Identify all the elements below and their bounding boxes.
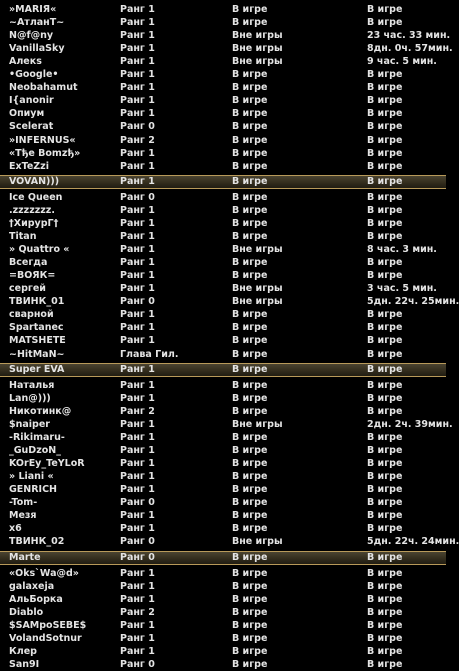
member-name: KOrEy_TeYLoR	[9, 458, 85, 469]
member-rank: Ранг 1	[120, 594, 155, 605]
member-name: » Quattro «	[9, 244, 70, 255]
member-rank: Ранг 1	[120, 176, 155, 187]
member-status: Вне игры	[232, 56, 283, 67]
member-status: В игре	[232, 581, 268, 592]
member-name: Клер	[9, 646, 37, 657]
member-last-seen: В игре	[367, 231, 403, 242]
member-name: »MARIЯ«	[9, 4, 57, 15]
member-status: В игре	[232, 607, 268, 618]
member-last-seen: В игре	[367, 581, 403, 592]
member-name: VOVAN)))	[9, 176, 60, 187]
member-last-seen: В игре	[367, 646, 403, 657]
member-row[interactable]	[0, 334, 446, 347]
member-row-selected[interactable]	[0, 175, 446, 189]
member-rank: Ранг 1	[120, 568, 155, 579]
member-name: Никотинк@	[9, 406, 72, 417]
member-last-seen: В игре	[367, 322, 403, 333]
member-name: Neobahamut	[9, 82, 78, 93]
member-rank: Ранг 1	[120, 283, 155, 294]
member-row[interactable]	[0, 321, 446, 334]
member-name: GENRICH	[9, 484, 58, 495]
member-last-seen: В игре	[367, 121, 403, 132]
member-status: В игре	[232, 497, 268, 508]
member-name: » Liani «	[9, 471, 54, 482]
member-row[interactable]	[0, 160, 446, 173]
member-row[interactable]	[0, 632, 446, 645]
member-status: В игре	[232, 523, 268, 534]
member-row[interactable]	[0, 567, 446, 580]
member-rank: Ранг 1	[120, 244, 155, 255]
member-last-seen: В игре	[367, 432, 403, 443]
member-rank: Ранг 0	[120, 659, 155, 670]
member-row[interactable]	[0, 282, 446, 295]
member-status: В игре	[232, 257, 268, 268]
member-rank: Ранг 1	[120, 510, 155, 521]
member-row-selected[interactable]	[0, 363, 446, 377]
member-last-seen: В игре	[367, 364, 403, 375]
member-last-seen: В игре	[367, 523, 403, 534]
member-name: †ХирурГ†	[9, 218, 59, 229]
member-rank: Ранг 1	[120, 322, 155, 333]
member-name: Мезя	[9, 510, 37, 521]
member-row[interactable]	[0, 483, 446, 496]
member-rank: Ранг 1	[120, 257, 155, 268]
member-status: В игре	[232, 231, 268, 242]
member-name: -Tom-	[9, 497, 38, 508]
member-row[interactable]	[0, 418, 453, 431]
member-last-seen: В игре	[367, 594, 403, 605]
member-last-seen: В игре	[367, 148, 403, 159]
member-name: _GuDzoN_	[9, 445, 61, 456]
member-name: Наталья	[9, 380, 55, 391]
member-status: В игре	[232, 309, 268, 320]
member-row[interactable]	[0, 134, 446, 147]
member-name: ТВИНК_01	[9, 296, 65, 307]
member-status: В игре	[232, 393, 268, 404]
member-rank: Глава Гил.	[120, 349, 179, 360]
member-rank: Ранг 1	[120, 364, 155, 375]
member-last-seen: В игре	[367, 270, 403, 281]
member-row[interactable]	[0, 392, 446, 405]
member-status: Вне игры	[232, 43, 283, 54]
member-name: x6	[9, 523, 22, 534]
member-rank: Ранг 0	[120, 497, 155, 508]
member-rank: Ранг 1	[120, 43, 155, 54]
member-status: В игре	[232, 380, 268, 391]
member-status: Вне игры	[232, 244, 283, 255]
member-name: =ВОЯК=	[9, 270, 56, 281]
member-row[interactable]	[0, 606, 446, 619]
member-status: Вне игры	[232, 30, 283, 41]
member-last-seen: В игре	[367, 633, 403, 644]
member-name: •Google•	[9, 69, 59, 80]
member-last-seen: В игре	[367, 335, 403, 346]
member-rank: Ранг 1	[120, 30, 155, 41]
member-status: Вне игры	[232, 296, 283, 307]
member-name: -Rikimaru-	[9, 432, 65, 443]
member-status: В игре	[232, 95, 268, 106]
member-rank: Ранг 1	[120, 309, 155, 320]
member-status: В игре	[232, 510, 268, 521]
member-row[interactable]	[0, 94, 446, 107]
member-last-seen: В игре	[367, 510, 403, 521]
member-row[interactable]	[0, 619, 446, 632]
member-last-seen: В игре	[367, 349, 403, 360]
member-last-seen: В игре	[367, 17, 403, 28]
member-row[interactable]	[0, 29, 451, 42]
member-name: «Oks`Wa@d»	[9, 568, 79, 579]
member-rank: Ранг 1	[120, 458, 155, 469]
member-row[interactable]	[0, 68, 446, 81]
member-name: сварной	[9, 309, 54, 320]
member-rank: Ранг 1	[120, 646, 155, 657]
member-rank: Ранг 1	[120, 523, 155, 534]
member-status: В игре	[232, 121, 268, 132]
member-row[interactable]	[0, 593, 446, 606]
member-rank: Ранг 1	[120, 148, 155, 159]
member-rank: Ранг 0	[120, 192, 155, 203]
member-rank: Ранг 0	[120, 552, 155, 563]
member-last-seen: 5дн. 22ч. 25мин.	[367, 296, 459, 307]
member-status: В игре	[232, 633, 268, 644]
member-status: В игре	[232, 335, 268, 346]
member-rank: Ранг 1	[120, 69, 155, 80]
member-name: .zzzzzzz.	[9, 205, 55, 216]
member-row[interactable]	[0, 457, 446, 470]
member-rank: Ранг 1	[120, 4, 155, 15]
member-row[interactable]	[0, 431, 446, 444]
member-last-seen: 8 час. 3 мин.	[367, 244, 437, 255]
member-last-seen: 9 час. 5 мин.	[367, 56, 437, 67]
member-last-seen: В игре	[367, 218, 403, 229]
member-rank: Ранг 0	[120, 296, 155, 307]
member-name: Spartanec	[9, 322, 64, 333]
member-name: Ice Queen	[9, 192, 63, 203]
member-row[interactable]	[0, 204, 446, 217]
member-row-selected[interactable]	[0, 551, 446, 565]
member-last-seen: В игре	[367, 445, 403, 456]
member-last-seen: В игре	[367, 484, 403, 495]
member-last-seen: В игре	[367, 108, 403, 119]
member-status: В игре	[232, 176, 268, 187]
member-row[interactable]	[0, 147, 446, 160]
member-rank: Ранг 1	[120, 56, 155, 67]
member-name: Super EVA	[9, 364, 65, 375]
member-rank: Ранг 2	[120, 135, 155, 146]
member-status: В игре	[232, 148, 268, 159]
member-last-seen: В игре	[367, 393, 403, 404]
member-last-seen: В игре	[367, 620, 403, 631]
member-row[interactable]	[0, 535, 459, 548]
member-status: В игре	[232, 270, 268, 281]
member-row[interactable]	[0, 580, 446, 593]
member-rank: Ранг 1	[120, 108, 155, 119]
member-last-seen: 5дн. 22ч. 24мин.	[367, 536, 459, 547]
member-row[interactable]	[0, 243, 446, 256]
member-rank: Ранг 1	[120, 445, 155, 456]
member-row[interactable]	[0, 269, 446, 282]
member-status: Вне игры	[232, 283, 283, 294]
member-rank: Ранг 1	[120, 471, 155, 482]
member-status: В игре	[232, 17, 268, 28]
member-last-seen: В игре	[367, 205, 403, 216]
member-rank: Ранг 1	[120, 218, 155, 229]
member-status: В игре	[232, 432, 268, 443]
member-name: VanillaSky	[9, 43, 65, 54]
member-name: Diablo	[9, 607, 44, 618]
member-status: В игре	[232, 82, 268, 93]
member-name: $naiper	[9, 419, 50, 430]
member-row[interactable]	[0, 81, 446, 94]
member-row[interactable]	[0, 295, 459, 308]
member-rank: Ранг 0	[120, 121, 155, 132]
member-name: Алекs	[9, 56, 42, 67]
member-last-seen: В игре	[367, 471, 403, 482]
member-rank: Ранг 1	[120, 393, 155, 404]
member-row[interactable]	[0, 107, 446, 120]
member-name: Всегда	[9, 257, 48, 268]
member-name: «Tђe Bomzђ»	[9, 148, 81, 159]
member-name: Titan	[9, 231, 37, 242]
member-last-seen: В игре	[367, 161, 403, 172]
member-rank: Ранг 1	[120, 432, 155, 443]
member-last-seen: В игре	[367, 309, 403, 320]
member-status: В игре	[232, 594, 268, 605]
member-last-seen: В игре	[367, 552, 403, 563]
member-name: I{anonir	[9, 95, 54, 106]
member-name: сергей	[9, 283, 46, 294]
member-row[interactable]	[0, 645, 446, 658]
member-status: В игре	[232, 458, 268, 469]
member-status: В игре	[232, 192, 268, 203]
member-rank: Ранг 2	[120, 607, 155, 618]
member-status: В игре	[232, 364, 268, 375]
member-row[interactable]	[0, 470, 446, 483]
member-row[interactable]	[0, 16, 446, 29]
member-row[interactable]	[0, 256, 446, 269]
member-rank: Ранг 1	[120, 633, 155, 644]
member-status: В игре	[232, 646, 268, 657]
member-status: В игре	[232, 445, 268, 456]
member-name: VolandSotnur	[9, 633, 82, 644]
member-rank: Ранг 1	[120, 484, 155, 495]
member-status: В игре	[232, 4, 268, 15]
member-row[interactable]	[0, 348, 446, 361]
member-last-seen: В игре	[367, 176, 403, 187]
member-row[interactable]	[0, 496, 446, 509]
member-last-seen: 8дн. 0ч. 57мин.	[367, 43, 453, 54]
member-rank: Ранг 1	[120, 82, 155, 93]
member-status: В игре	[232, 322, 268, 333]
member-name: San9I	[9, 659, 40, 670]
member-last-seen: В игре	[367, 659, 403, 670]
member-last-seen: 3 час. 5 мин.	[367, 283, 437, 294]
member-row[interactable]	[0, 379, 446, 392]
member-row[interactable]	[0, 522, 446, 535]
member-name: galaxeja	[9, 581, 55, 592]
member-row[interactable]	[0, 509, 446, 522]
member-last-seen: В игре	[367, 69, 403, 80]
member-last-seen: В игре	[367, 568, 403, 579]
member-rank: Ранг 1	[120, 380, 155, 391]
member-rank: Ранг 1	[120, 231, 155, 242]
member-status: В игре	[232, 69, 268, 80]
member-status: В игре	[232, 471, 268, 482]
member-rank: Ранг 1	[120, 335, 155, 346]
member-rank: Ранг 0	[120, 536, 155, 547]
member-status: В игре	[232, 568, 268, 579]
member-name: ExTeZzi	[9, 161, 49, 172]
member-last-seen: В игре	[367, 380, 403, 391]
member-last-seen: В игре	[367, 135, 403, 146]
member-rank: Ранг 1	[120, 95, 155, 106]
member-last-seen: В игре	[367, 406, 403, 417]
member-rank: Ранг 1	[120, 419, 155, 430]
member-rank: Ранг 1	[120, 581, 155, 592]
member-status: В игре	[232, 406, 268, 417]
member-rank: Ранг 2	[120, 406, 155, 417]
member-name: $SAMpoSEBE$	[9, 620, 87, 631]
member-name: Scelerat	[9, 121, 54, 132]
member-row[interactable]	[0, 120, 446, 133]
member-last-seen: 2дн. 2ч. 39мин.	[367, 419, 453, 430]
member-name: N@f@ny	[9, 30, 54, 41]
member-status: В игре	[232, 218, 268, 229]
member-last-seen: В игре	[367, 257, 403, 268]
member-status: В игре	[232, 659, 268, 670]
member-last-seen: В игре	[367, 458, 403, 469]
member-rank: Ранг 1	[120, 270, 155, 281]
member-status: В игре	[232, 161, 268, 172]
member-rank: Ранг 1	[120, 161, 155, 172]
member-name: ~АтланТ~	[9, 17, 65, 28]
member-status: В игре	[232, 484, 268, 495]
member-row[interactable]	[0, 42, 453, 55]
member-row[interactable]	[0, 217, 446, 230]
member-status: В игре	[232, 108, 268, 119]
member-name: ТВИНК_02	[9, 536, 65, 547]
member-row[interactable]	[0, 405, 446, 418]
member-name: ~HitMaN~	[9, 349, 65, 360]
member-row[interactable]	[0, 444, 446, 457]
member-name: »INFERNUS«	[9, 135, 76, 146]
member-status: В игре	[232, 205, 268, 216]
member-name: MATSHETE	[9, 335, 66, 346]
member-row[interactable]	[0, 230, 446, 243]
member-row[interactable]	[0, 191, 446, 204]
member-name: Marte	[9, 552, 41, 563]
member-status: В игре	[232, 620, 268, 631]
member-last-seen: В игре	[367, 82, 403, 93]
member-row[interactable]	[0, 308, 446, 321]
member-last-seen: В игре	[367, 607, 403, 618]
member-last-seen: В игре	[367, 4, 403, 15]
member-status: В игре	[232, 135, 268, 146]
member-status: В игре	[232, 349, 268, 360]
member-last-seen: В игре	[367, 95, 403, 106]
member-last-seen: 23 час. 33 мин.	[367, 30, 451, 41]
member-rank: Ранг 1	[120, 17, 155, 28]
member-last-seen: В игре	[367, 497, 403, 508]
member-rank: Ранг 1	[120, 205, 155, 216]
member-row[interactable]	[0, 3, 446, 16]
member-last-seen: В игре	[367, 192, 403, 203]
member-name: АльБорка	[9, 594, 63, 605]
member-status: В игре	[232, 552, 268, 563]
member-row[interactable]	[0, 55, 446, 68]
member-status: Вне игры	[232, 536, 283, 547]
member-rank: Ранг 1	[120, 620, 155, 631]
member-name: Опиум	[9, 108, 45, 119]
member-status: Вне игры	[232, 419, 283, 430]
member-row[interactable]	[0, 658, 446, 671]
member-name: Lan@)))	[9, 393, 51, 404]
